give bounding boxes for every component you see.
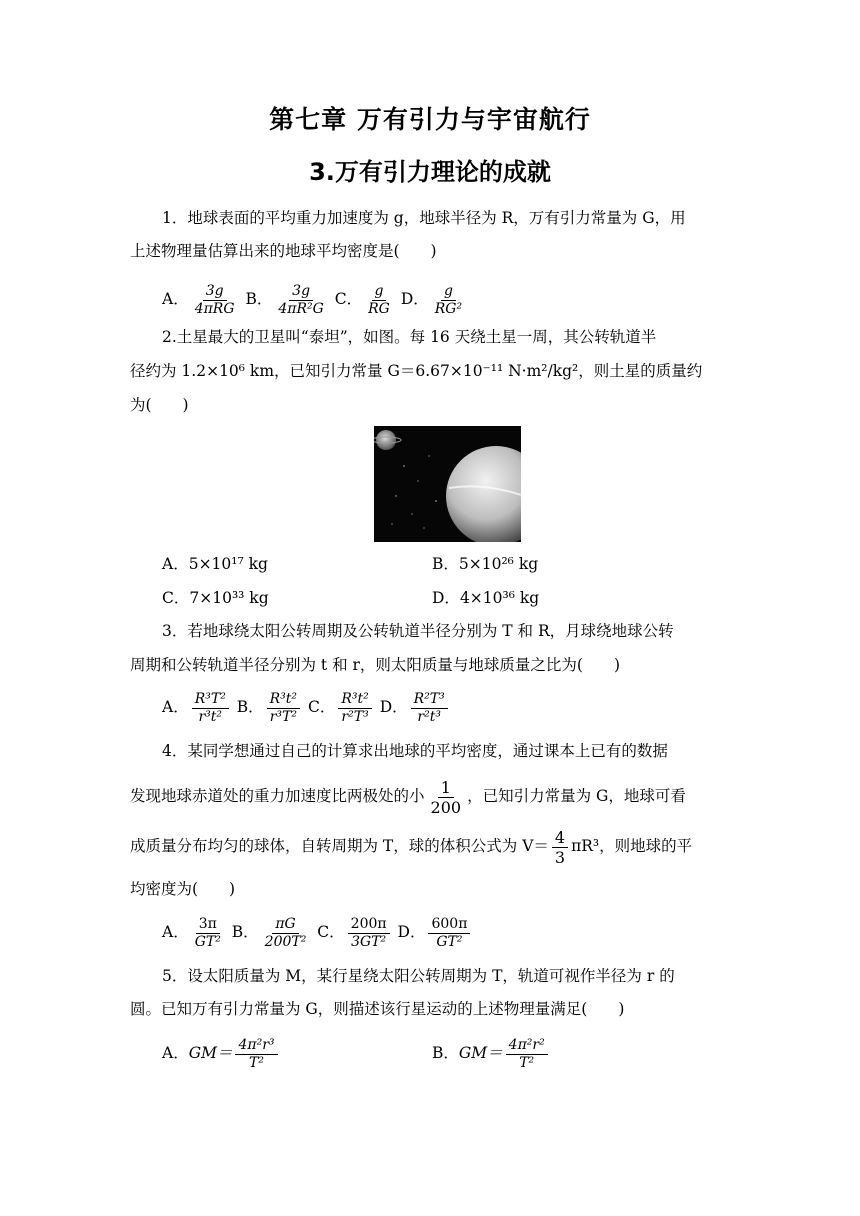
q5-option-a-fraction: $\frac{\text{4π²r³}}{\text{T²}}$ bbox=[235, 1037, 277, 1072]
q4-stem-line-2: 发现地球赤道处的重力加速度比两极处的小 $\frac{1}{200}$ ，已知引力常量为 G，地球可看 bbox=[130, 777, 686, 817]
q3-stem-line-1: 3．若地球绕太阳公转周期及公转轨道半径分别为 T 和 R，月球绕地球公转 bbox=[162, 622, 674, 640]
q2-option-b: B．5×10²⁶ kg bbox=[432, 555, 539, 573]
q4-stem-line-1: 4．某同学想通过自己的计算求出地球的平均密度，通过课本上已有的数据 bbox=[162, 742, 668, 760]
q4-inline-fraction-1-200: $\frac{1}{200}$ bbox=[430, 777, 462, 817]
q2-option-d: D．4×10³⁶ kg bbox=[432, 589, 540, 607]
q4-option-b-fraction: $\frac{\pi G}{\text{200T²}}$ bbox=[264, 915, 307, 950]
q5-option-a: A．GM＝ $\frac{\text{4π²r³}}{\text{T²}}$ bbox=[162, 1034, 281, 1072]
q3-option-d-fraction: $\frac{\text{R²T³}}{\text{r²t³}}$ bbox=[411, 691, 448, 726]
q1-option-b-letter: B． bbox=[245, 290, 273, 308]
q5-option-b-fraction: $\frac{\text{4π²r²}}{\text{T²}}$ bbox=[506, 1037, 548, 1072]
q1-option-a-fraction: $\frac{3g}{\text{4πRG}}$ bbox=[194, 282, 235, 317]
q3-option-c-fraction: $\frac{\text{R³t²}}{\text{r²T³}}$ bbox=[338, 691, 371, 726]
q4-option-c-fraction: $\frac{200\pi}{\text{3GT²}}$ bbox=[348, 916, 390, 951]
q3-option-b-fraction: $\frac{\text{R³t²}}{\text{r³T²}}$ bbox=[267, 691, 300, 726]
q3-option-a-fraction: $\frac{\text{R³T²}}{\text{r³t²}}$ bbox=[192, 691, 229, 726]
q4-stem-line-3: 成质量分布均匀的球体，自转周期为 T，球的体积公式为 V＝ $\frac{4}{3}$ πR³，则地球的平 bbox=[130, 827, 693, 867]
q2-option-a: A．5×10¹⁷ kg bbox=[162, 555, 268, 573]
q4-options: A． $\frac{3\pi}{\text{GT²}}$ B． $\frac{\pi G}{\text{200T²}}$ C． $\frac{200\pi}{\text{3GT²}}$ D． $\frac{600\pi}{\text{GT²}}$ bbox=[162, 913, 473, 951]
q1-stem-line-1: 1．地球表面的平均重力加速度为 g，地球半径为 R，万有引力常量为 G，用 bbox=[162, 209, 686, 227]
q1-option-b-fraction: $\frac{3g}{\text{4πR²G}}$ bbox=[278, 282, 324, 317]
q1-option-d-fraction: $\frac{g}{\text{RG²}}$ bbox=[434, 282, 463, 317]
saturn-titan-photo bbox=[374, 426, 521, 542]
q3-stem-line-2: 周期和公转轨道半径分别为 t 和 r，则太阳质量与地球质量之比为( ) bbox=[130, 656, 621, 674]
q4-option-a-fraction: $\frac{3\pi}{\text{GT²}}$ bbox=[194, 915, 221, 950]
q4-option-d-fraction: $\frac{600\pi}{\text{GT²}}$ bbox=[428, 916, 470, 951]
q1-option-a-letter: A． bbox=[162, 290, 189, 308]
q1-option-c-fraction: $\frac{g}{RG}$ bbox=[368, 282, 390, 317]
q1-option-d-letter: D． bbox=[400, 290, 429, 308]
q3-options: A． $\frac{\text{R³T²}}{\text{r³t²}}$ B． $\frac{\text{R³t²}}{\text{r³T²}}$ C． $\frac{\text{R³t²}}{\text{r²T³}}$ D． $\frac{\text{R²T³}}{\text{r²t³}}$ bbox=[162, 688, 451, 726]
q5-option-b: B．GM＝ $\frac{\text{4π²r²}}{\text{T²}}$ bbox=[432, 1034, 551, 1072]
q2-stem-line-3: 为( ) bbox=[130, 396, 189, 414]
q1-options bbox=[162, 280, 468, 318]
q2-stem-line-2: 径约为 1.2×10⁶ km，已知引力常量 G＝6.67×10⁻¹¹ N·m²/kg²，则土星的质量约 bbox=[130, 362, 703, 380]
q2-option-c: C．7×10³³ kg bbox=[162, 589, 269, 607]
q2-stem-line-1: 2.土星最大的卫星叫“泰坦”，如图。每 16 天绕土星一周，其公转轨道半 bbox=[162, 328, 657, 346]
section-title: 3.万有引力理论的成就 bbox=[309, 158, 551, 186]
q4-stem-line-4: 均密度为( ) bbox=[130, 880, 236, 898]
q1-stem-line-2: 上述物理量估算出来的地球平均密度是( ) bbox=[130, 242, 437, 260]
saturn-titan-icon bbox=[374, 426, 521, 542]
q5-stem-line-2: 圆。已知万有引力常量为 G，则描述该行星运动的上述物理量满足( ) bbox=[130, 1000, 625, 1018]
q1-option-c-letter: C． bbox=[334, 290, 363, 308]
q4-inline-fraction-4-3: $\frac{4}{3}$ bbox=[552, 828, 568, 867]
q5-stem-line-1: 5．设太阳质量为 M，某行星绕太阳公转周期为 T，轨道可视作半径为 r 的 bbox=[162, 967, 675, 985]
chapter-title: 第七章 万有引力与宇宙航行 bbox=[269, 105, 591, 134]
